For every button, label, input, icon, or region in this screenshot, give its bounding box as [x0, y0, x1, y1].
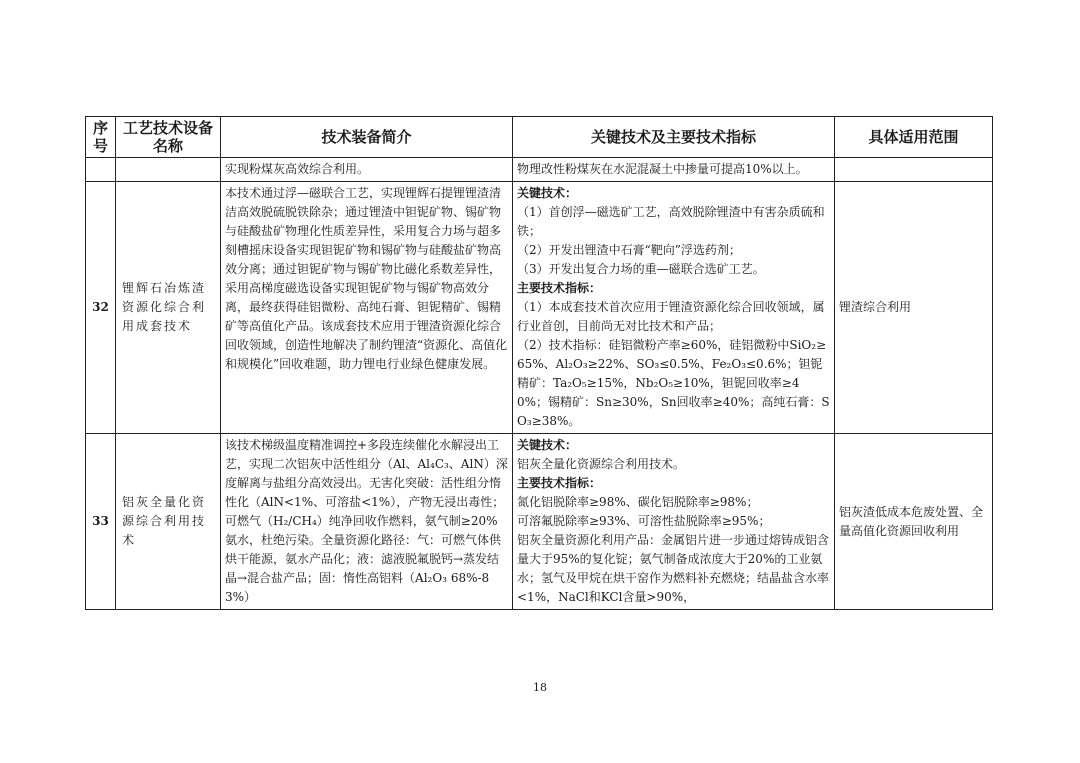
key-line: （2）技术指标：硅铝微粉产率≥60%，硅铝微粉中SiO₂≥65%、Al₂O₃≥22%、SO₃≤0.5%、Fe₂O₃≤0.6%；钽铌精矿：Ta₂O₅≥15%，Nb₂O₅≥10%，钽铌回收率≥40%；锡精矿：Sn≥30%，Sn回收率≥40%；高纯石膏：SO₃≥38%。 — [517, 338, 830, 428]
key-line: 氮化铝脱除率≥98%、碳化铝脱除率≥98%； — [517, 495, 759, 509]
key-line: （2）开发出锂渣中石膏“靶向”浮选药剂； — [517, 243, 741, 257]
key-line: （1）首创浮—磁选矿工艺，高效脱除锂渣中有害杂质硫和铁； — [517, 205, 825, 238]
header-seq: 序号 — [86, 117, 116, 158]
row-name: 锂辉石冶炼渣资源化综合利用成套技术 — [116, 182, 221, 434]
row-name: 铝灰全量化资源综合利用技术 — [116, 434, 221, 610]
row-intro: 该技术梯级温度精准调控+多段连续催化水解浸出工艺，实现二次铝灰中活性组分（Al、Al₄C₃、AlN）深度解离与盐组分高效浸出。无害化突破：活性组分惰性化（AlN<1%、可溶盐<1%），产物无浸出毒性；可燃气（H₂/CH₄）纯净回收作燃料，氨气制≥20%氨水，杜绝污染。全量资源化路径：气：可燃气体供烘干能源，氨水产品化；液：滤液脱氟脱钙→蒸发结晶→混合盐产品；固：惰性高铝料（Al₂O₃ 68%-83%） — [221, 434, 513, 610]
tech-table — [85, 116, 993, 610]
table-row — [86, 158, 993, 182]
table-row — [86, 182, 993, 434]
row-scope: 铝灰渣低成本危废处置、全量高值化资源回收利用 — [835, 434, 993, 610]
row-key-tech — [513, 182, 835, 434]
key-heading: 主要技术指标： — [517, 281, 602, 295]
table-body — [86, 158, 993, 610]
header-key: 关键技术及主要技术指标 — [513, 117, 835, 158]
header-name: 工艺技术设备名称 — [116, 117, 221, 158]
row-name — [116, 158, 221, 182]
key-heading: 关键技术： — [517, 438, 578, 452]
key-heading: 主要技术指标： — [517, 476, 602, 490]
key-line: 物理改性粉煤灰在水泥混凝土中掺量可提高10%以上。 — [517, 162, 808, 176]
page-number: 18 — [533, 681, 547, 694]
header-scope: 具体适用范围 — [835, 117, 993, 158]
row-intro: 实现粉煤灰高效综合利用。 — [221, 158, 513, 182]
key-line: 铝灰全量化资源综合利用技术。 — [517, 457, 686, 471]
row-key-tech — [513, 434, 835, 610]
row-scope: 锂渣综合利用 — [835, 182, 993, 434]
key-heading: 关键技术： — [517, 186, 578, 200]
key-line: （1）本成套技术首次应用于锂渣资源化综合回收领域，属行业首创，目前尚无对比技术和产品； — [517, 300, 825, 333]
header-intro: 技术装备简介 — [221, 117, 513, 158]
table-header-row — [86, 117, 993, 158]
row-seq: 32 — [86, 182, 116, 434]
row-key-tech — [513, 158, 835, 182]
row-intro: 本技术通过浮—磁联合工艺，实现锂辉石提锂锂渣清洁高效脱硫脱铁除杂；通过锂渣中钽铌矿物、锡矿物与硅酸盐矿物理化性质差异性，采用复合力场与超多刻槽摇床设备实现钽铌矿物和锡矿物与硅酸盐矿物高效分离；通过钽铌矿物与锡矿物比磁化系数差异性，采用高梯度磁选设备实现钽铌矿物与锡矿物高效分离，最终获得硅铝微粉、高纯石膏、钽铌精矿、锡精矿等高值化产品。该成套技术应用于锂渣资源化综合回收领域，创造性地解决了制约锂渣“资源化、高值化和规模化”回收难题，助力锂电行业绿色健康发展。 — [221, 182, 513, 434]
key-line: （3）开发出复合力场的重—磁联合选矿工艺。 — [517, 262, 765, 276]
row-seq — [86, 158, 116, 182]
row-scope — [835, 158, 993, 182]
table-row — [86, 434, 993, 610]
key-line: 可溶氟脱除率≥93%、可溶性盐脱除率≥95%； — [517, 514, 771, 528]
key-line: 铝灰全量资源化利用产品：金属铝片进一步通过熔铸成铝含量大于95%的复化锭；氨气制备成浓度大于20%的工业氨水；氢气及甲烷在烘干窑作为燃料补充燃烧；结晶盐含水率<1%，NaCl和KCl含量>90%， — [517, 533, 830, 604]
row-seq: 33 — [86, 434, 116, 610]
